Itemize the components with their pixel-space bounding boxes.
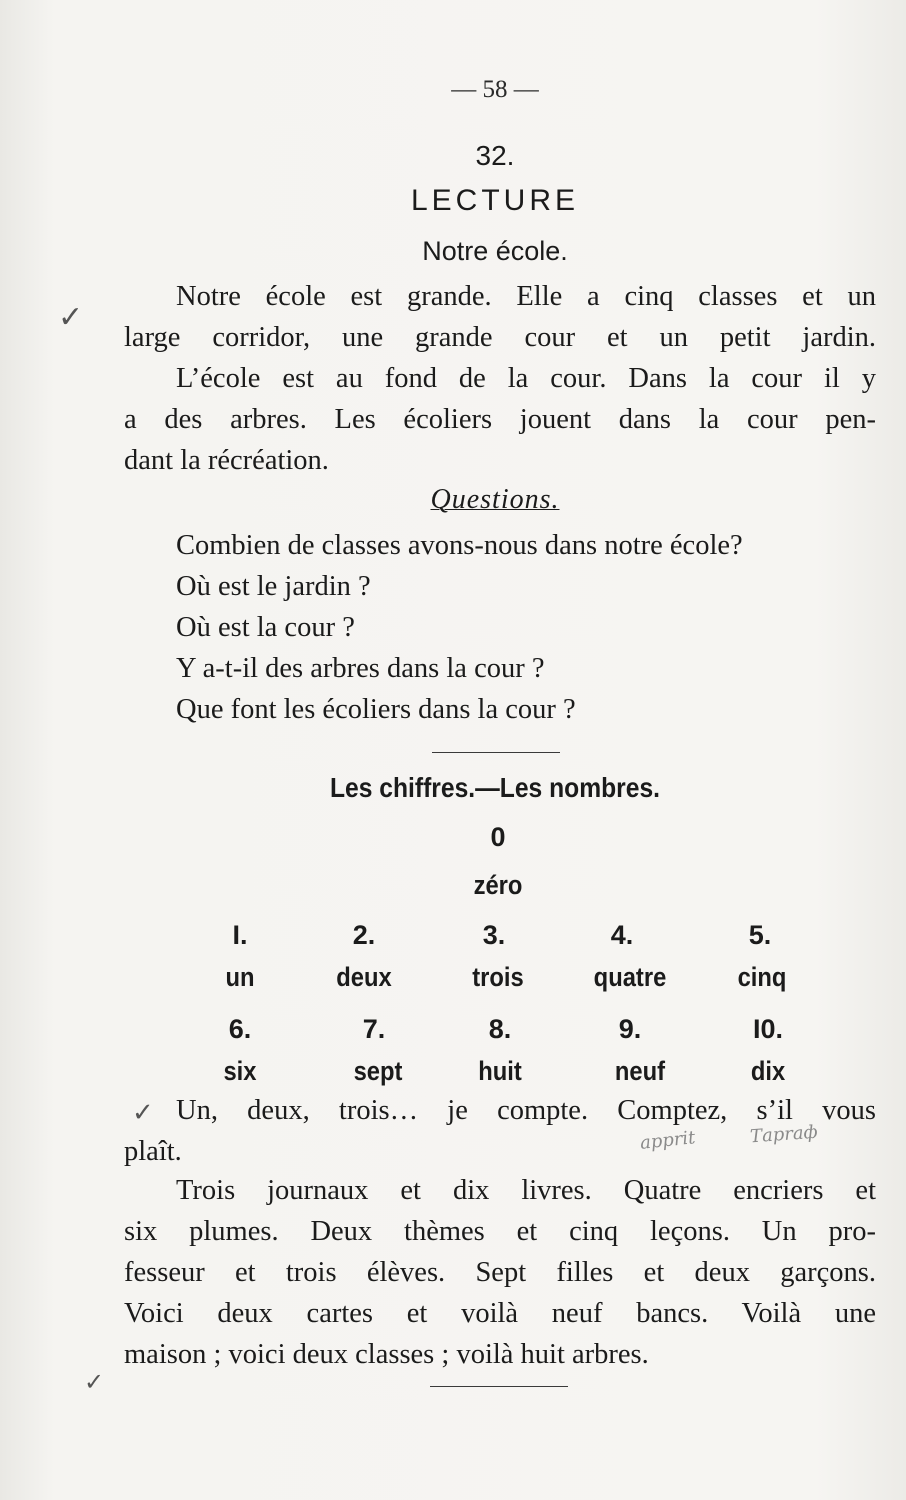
text-line: fesseur et trois élèves. Sept filles et deux garçons. — [124, 1257, 876, 1288]
number-word: dix — [750, 1056, 786, 1086]
lesson-subtitle: Notre école. — [422, 236, 568, 266]
handwritten-note: apрrit — [639, 1127, 697, 1154]
text-line: a des arbres. Les écoliers jouent dans la cour pen- — [124, 404, 876, 435]
text-line: plaît. — [124, 1136, 182, 1167]
section-divider — [432, 752, 560, 753]
check-mark-icon: ✓ — [132, 1098, 154, 1128]
number-word: quatre — [593, 962, 667, 992]
handwritten-note: Тарraф — [749, 1121, 819, 1148]
check-mark-icon: ✓ — [58, 300, 84, 335]
number-digit: 7. — [362, 1014, 386, 1044]
reading-paragraph-1 — [124, 276, 876, 358]
text-line: Notre école est grande. Elle a cinq classes et un — [176, 281, 876, 312]
question-item: Où est la cour ? — [176, 612, 355, 643]
number-digit: 9. — [618, 1014, 642, 1044]
number-word: neuf — [614, 1056, 666, 1086]
numbers-heading: Les chiffres.—Les nombres. — [329, 772, 660, 803]
number-word: sept — [353, 1056, 403, 1086]
number-word: trois — [472, 962, 524, 992]
text-line: L’école est au fond de la cour. Dans la cour il y — [176, 363, 876, 394]
question-item: Combien de classes avons-nous dans notre école? — [176, 530, 743, 561]
text-line: dant la récréation. — [124, 445, 329, 476]
text-line: maison ; voici deux classes ; voilà huit arbres. — [124, 1339, 649, 1370]
question-item: Y a-t-il des arbres dans la cour ? — [176, 653, 545, 684]
page-number: — 58 — — [451, 76, 539, 103]
questions-heading-text: Questions. — [430, 484, 560, 515]
lesson-title: LECTURE — [410, 184, 580, 217]
number-digit: I. — [232, 920, 248, 950]
number-digit: 5. — [748, 920, 772, 950]
number-digit: 6. — [228, 1014, 252, 1044]
reading-paragraph-2 — [124, 358, 876, 481]
counting-paragraph-2 — [124, 1170, 876, 1375]
text-line: Trois journaux et dix livres. Quatre encriers et — [176, 1175, 876, 1206]
number-word: zéro — [473, 870, 523, 900]
question-item: Où est le jardin ? — [176, 571, 371, 602]
number-word: cinq — [737, 962, 787, 992]
number-word: un — [225, 962, 255, 992]
number-digit: 8. — [488, 1014, 512, 1044]
check-mark-icon: ✓ — [84, 1368, 105, 1396]
number-digit: 3. — [482, 920, 506, 950]
text-line: Voici deux cartes et voilà neuf bancs. Voilà une — [124, 1298, 876, 1329]
number-word: six — [223, 1056, 257, 1086]
number-digit: I0. — [752, 1014, 784, 1044]
question-item: Que font les écoliers dans la cour ? — [176, 694, 576, 725]
number-word: huit — [478, 1056, 522, 1086]
text-line: Un, deux, trois… je compte. Comptez, s’il vous — [176, 1095, 876, 1126]
number-digit: 4. — [610, 920, 634, 950]
text-line: six plumes. Deux thèmes et cinq leçons. Un pro- — [124, 1216, 876, 1247]
number-word: deux — [336, 962, 392, 992]
questions-heading — [0, 484, 906, 516]
text-line: large corridor, une grande cour et un petit jardin. — [124, 322, 876, 353]
number-digit: 0 — [490, 822, 506, 852]
lesson-number: 32. — [475, 140, 515, 171]
number-digit: 2. — [352, 920, 376, 950]
section-divider — [430, 1386, 568, 1387]
